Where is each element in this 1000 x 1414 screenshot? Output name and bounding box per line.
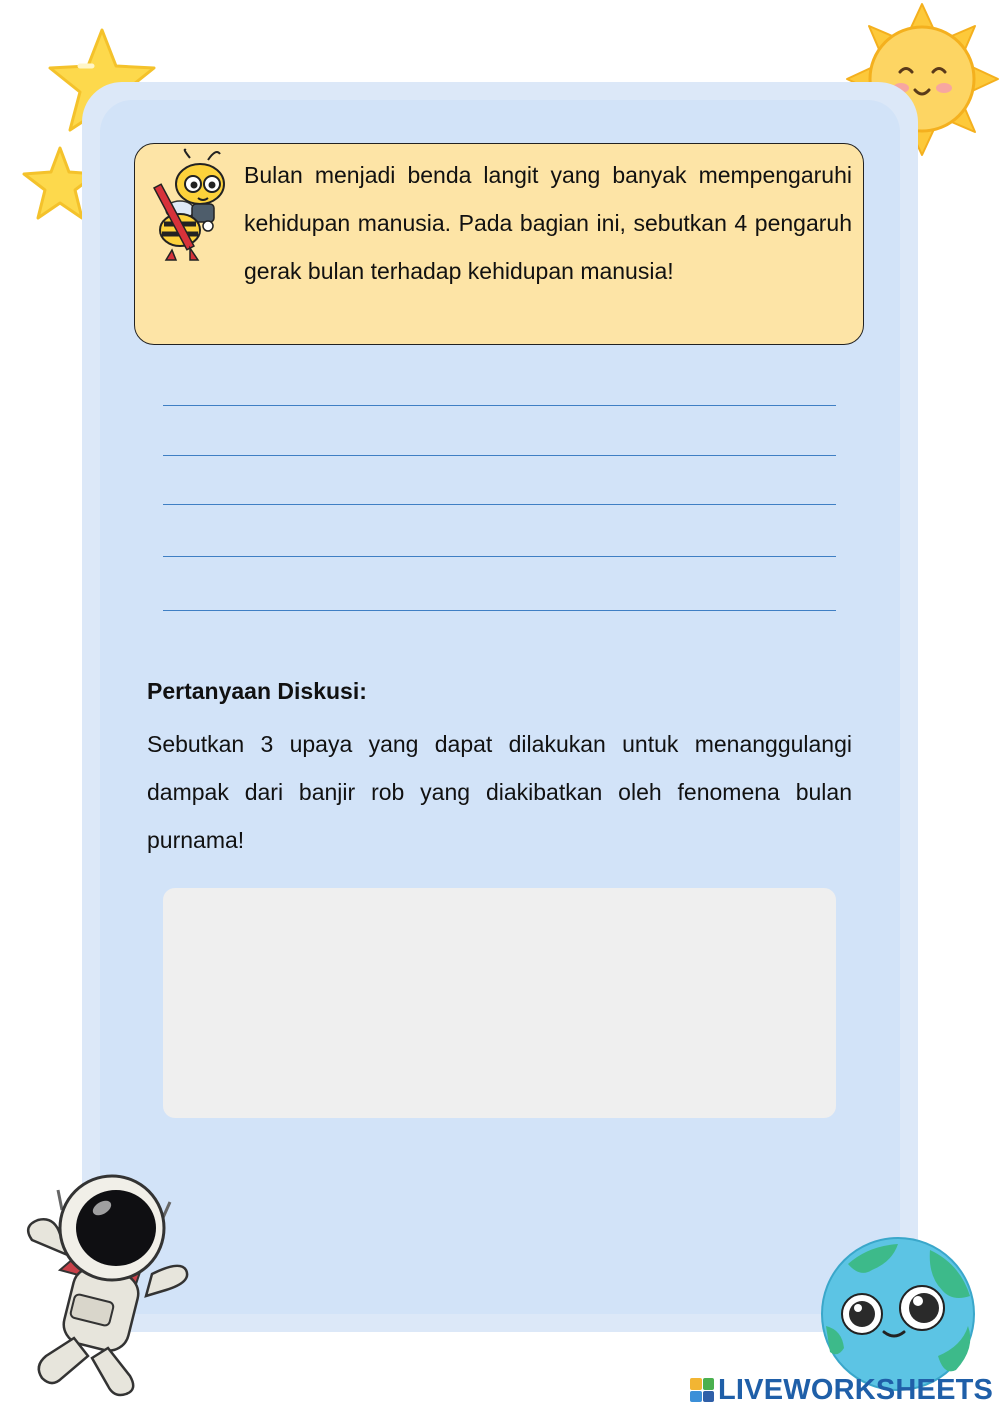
answer-line-5[interactable] (163, 610, 836, 611)
discussion-answer-box[interactable] (163, 888, 836, 1118)
bee-mascot-icon (150, 148, 230, 266)
question-text: Bulan menjadi benda langit yang banyak mempengaruhi kehidupan manusia. Pada bagian ini, sebutkan 4 pengaruh gerak bulan terhadap kehidupan manusia! (244, 162, 852, 284)
answer-line-4[interactable] (163, 556, 836, 557)
liveworksheets-logo-icon (690, 1378, 714, 1402)
answer-line-1[interactable] (163, 405, 836, 406)
watermark-text: LIVEWORKSHEETS (718, 1373, 994, 1406)
astronaut-icon (12, 1170, 197, 1400)
answer-line-3[interactable] (163, 504, 836, 505)
discussion-text: Sebutkan 3 upaya yang dapat dilakukan untuk menanggulangi dampak dari banjir rob yang diakibatkan oleh fenomena bulan purnama! (147, 731, 852, 853)
discussion-title: Pertanyaan Diskusi: (147, 678, 367, 704)
earth-icon (818, 1236, 978, 1391)
answer-line-2[interactable] (163, 455, 836, 456)
liveworksheets-watermark (690, 1372, 993, 1408)
